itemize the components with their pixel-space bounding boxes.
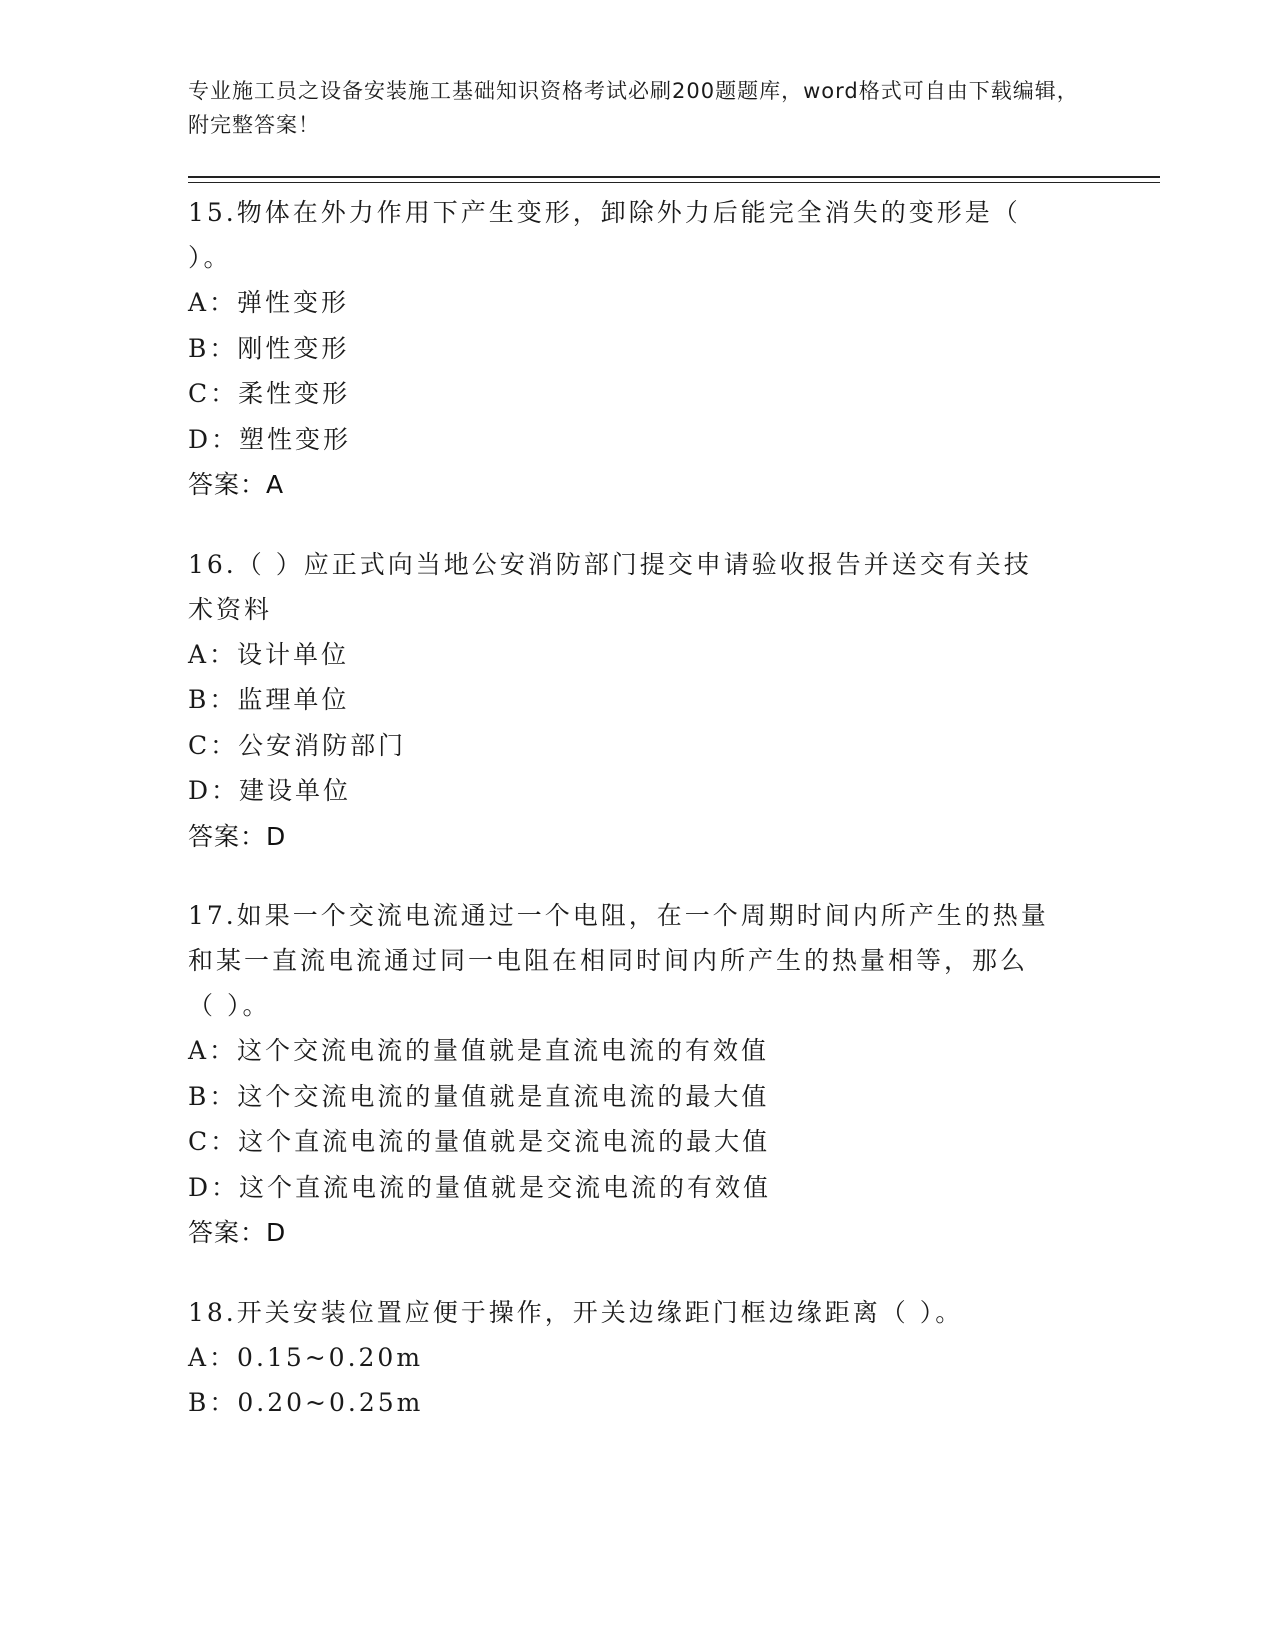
question-stem: 16.（ ）应正式向当地公安消防部门提交申请验收报告并送交有关技 术资料 (188, 549, 1032, 624)
header-divider-thin (188, 182, 1160, 183)
question-15 (188, 190, 1088, 508)
option-b: B：刚性变形 (188, 333, 350, 363)
document-header: 专业施工员之设备安装施工基础知识资格考试必刷200题题库，word格式可自由下载编辑，附完整答案！ (188, 79, 1079, 137)
question-stem: 18.开关安装位置应便于操作，开关边缘距门框边缘距离（ ）。 (188, 1297, 964, 1327)
option-c: C：柔性变形 (188, 379, 351, 408)
option-a: A：0.15~0.20m (188, 1342, 424, 1372)
option-d: D：这个直流电流的量值就是交流电流的有效值 (188, 1172, 772, 1202)
option-b: B：0.20~0.25m (188, 1388, 424, 1417)
answer-line: 答案：D (188, 821, 287, 851)
question-stem: 15.物体在外力作用下产生变形，卸除外力后能完全消失的变形是（ ）。 (188, 198, 1021, 272)
question-16 (188, 542, 1088, 860)
option-a: A：设计单位 (188, 639, 350, 669)
option-c: C：公安消防部门 (188, 730, 407, 760)
option-a: A：弹性变形 (188, 288, 350, 317)
option-d: D：建设单位 (188, 776, 352, 805)
answer-line: 答案：D (188, 1218, 287, 1247)
option-a: A：这个交流电流的量值就是直流电流的有效值 (188, 1036, 770, 1065)
answer-line: 答案：A (188, 470, 285, 499)
question-17 (188, 893, 1088, 1256)
option-b: B：监理单位 (188, 685, 350, 714)
question-list (188, 190, 1088, 1460)
question-18 (188, 1290, 1088, 1426)
option-b: B：这个交流电流的量值就是直流电流的最大值 (188, 1081, 770, 1111)
option-c: C：这个直流电流的量值就是交流电流的最大值 (188, 1127, 771, 1156)
option-d: D：塑性变形 (188, 424, 352, 454)
question-stem: 17.如果一个交流电流通过一个电阻，在一个周期时间内所产生的热量 和某一直流电流通过同一电阻在相同时间内所产生的热量相等，那么 （ ）。 (188, 901, 1049, 1020)
header-divider-thick (188, 176, 1160, 178)
